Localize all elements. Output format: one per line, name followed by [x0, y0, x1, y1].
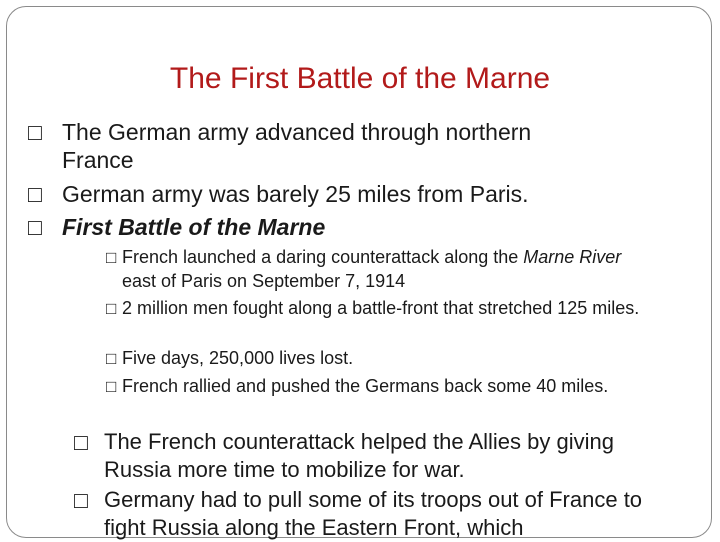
- bullet-text: French rallied and pushed the Germans back some 40 miles.: [122, 376, 609, 396]
- sub-bullet-item-1: [106, 245, 642, 293]
- sub-bullet-item-4: [106, 374, 662, 398]
- sub-bullet-item-2: [106, 296, 662, 320]
- bullet-text: 2 million men fought along a battle-front that stretched 125 miles.: [122, 298, 640, 318]
- bullet-box-icon: □: [28, 119, 42, 145]
- bullet-item-1: [28, 118, 540, 174]
- bullet-box-icon: □: [106, 248, 117, 267]
- bullet-box-icon: □: [106, 349, 117, 368]
- bullet-box-icon: □: [106, 299, 117, 318]
- bullet-box-icon: □: [74, 487, 88, 513]
- bullet-box-icon: □: [28, 181, 42, 207]
- bullet-item-5: [74, 486, 674, 542]
- bullet-text: Five days, 250,000 lives lost.: [122, 348, 354, 368]
- slide-title: The First Battle of the Marne: [169, 62, 551, 95]
- sub-bullet-item-3: [106, 346, 642, 370]
- bullet-box-icon: □: [106, 377, 117, 396]
- bullet-item-3: [28, 213, 600, 241]
- bullet-text: The German army advanced through northern France: [62, 119, 532, 173]
- bullet-text: German army was barely 25 miles from Paris.: [62, 181, 529, 207]
- bullet-box-icon: □: [28, 214, 42, 240]
- bullet-item-2: [28, 180, 640, 208]
- bullet-text: French launched a daring counterattack along the Marne River east of Paris on September 7, 1914: [122, 247, 622, 291]
- bullet-item-4: [74, 428, 664, 484]
- bullet-box-icon: □: [74, 429, 88, 455]
- bullet-text: First Battle of the Marne: [62, 214, 326, 240]
- bullet-text: The French counterattack helped the Allies by giving Russia more time to mobilize for war.: [104, 429, 614, 482]
- bullet-text: Germany had to pull some of its troops out of France to fight Russia along the Eastern Front, which: [104, 487, 643, 540]
